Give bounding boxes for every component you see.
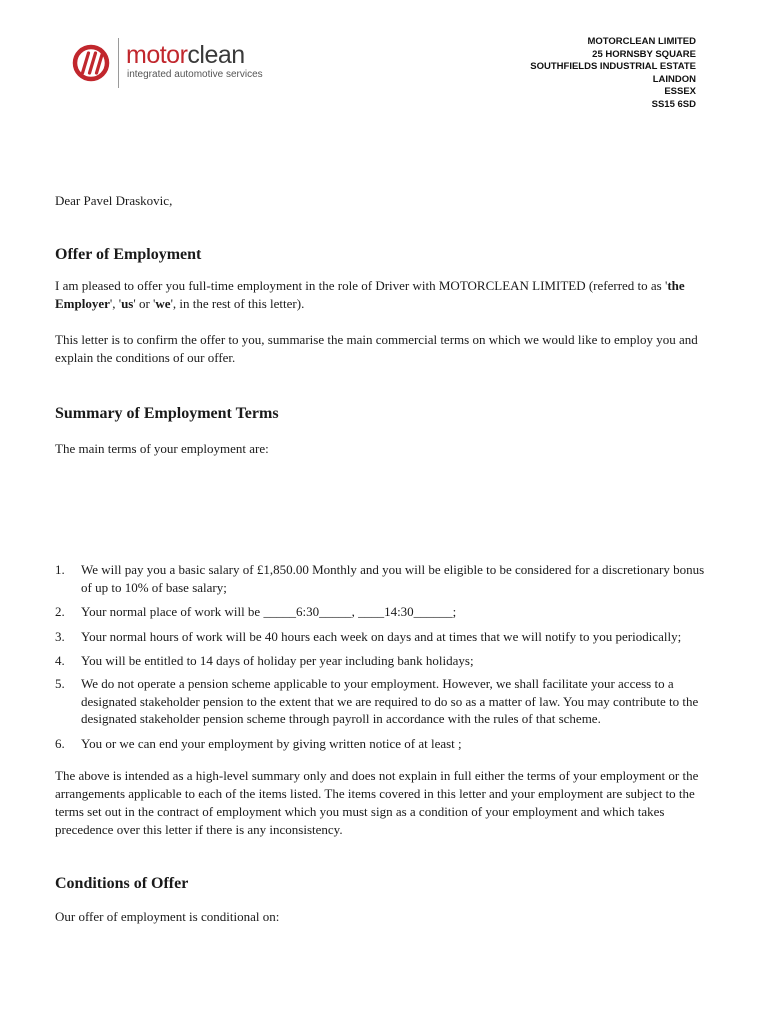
logo-wordmark: motorclean [126, 41, 245, 69]
logo-divider [118, 38, 119, 88]
list-item-number: 6. [55, 736, 65, 751]
summary-closing-paragraph: The above is intended as a high-level summary only and does not explain in full either the terms of your employment or the arrangements applicable to each of the items listed. The items covered in this letter and your employment are subject to the terms set out in the contract of employment which you must sign as a condition of your employment and which takes precedence over this letter if there is any inconsistency. [55, 768, 699, 837]
list-item-text: Your normal place of work will be _____6:30_____, ____14:30______; [81, 604, 457, 619]
summary-heading: Summary of Employment Terms [55, 405, 279, 422]
company-address [530, 36, 696, 112]
list-item [55, 675, 711, 728]
motorclean-logo-icon [72, 42, 110, 84]
company-logo [72, 38, 272, 90]
address-line: MOTORCLEAN LIMITED [587, 36, 696, 47]
list-item-number: 4. [55, 653, 65, 668]
list-item [55, 628, 711, 646]
list-item-text: Your normal hours of work will be 40 hours each week on days and at times that we will notify to you periodically; [81, 629, 682, 644]
list-item-number: 1. [55, 562, 65, 577]
list-item-number: 3. [55, 629, 65, 644]
logo-tagline: integrated automotive services [127, 69, 263, 80]
offer-heading: Offer of Employment [55, 246, 202, 263]
list-item-number: 2. [55, 604, 65, 619]
conditions-heading: Conditions of Offer [55, 875, 189, 892]
list-item [55, 561, 711, 596]
offer-paragraph-2: This letter is to confirm the offer to you, summarise the main commercial terms on which we would like to employ you and explain the conditions of our offer. [55, 332, 698, 365]
conditions-intro: Our offer of employment is conditional on: [55, 909, 280, 924]
list-item-text: We do not operate a pension scheme applicable to your employment. However, we shall facilitate your access to a designated stakeholder pension to the extent that we are required to do so as a matter of law. You may contribute to the designated stakeholder pension scheme through payroll in accordance with the rules of that scheme. [81, 676, 699, 726]
address-line: LAINDON [652, 73, 696, 85]
list-item-text: You or we can end your employment by giving written notice of at least ; [81, 736, 462, 751]
offer-paragraph-1: I am pleased to offer you full-time employment in the role of Driver with MOTORCLEAN LIMITED (referred to as 'the Employer', 'us' or 'we', in the rest of this letter). [55, 278, 685, 311]
list-item-text: You will be entitled to 14 days of holiday per year including bank holidays; [81, 653, 474, 668]
list-item-text: We will pay you a basic salary of £1,850.00 Monthly and you will be eligible to be considered for a discretionary bonus of up to 10% of base salary; [81, 562, 705, 595]
address-line: SOUTHFIELDS INDUSTRIAL ESTATE [530, 61, 696, 73]
list-item [55, 652, 711, 670]
list-item-number: 5. [55, 676, 65, 691]
summary-intro: The main terms of your employment are: [55, 441, 269, 456]
list-item [55, 735, 711, 753]
list-item [55, 603, 711, 621]
salutation: Dear Pavel Draskovic, [55, 193, 173, 208]
address-line: 25 HORNSBY SQUARE [592, 48, 696, 60]
address-line: ESSEX [664, 86, 696, 98]
address-line: SS15 6SD [651, 98, 696, 110]
